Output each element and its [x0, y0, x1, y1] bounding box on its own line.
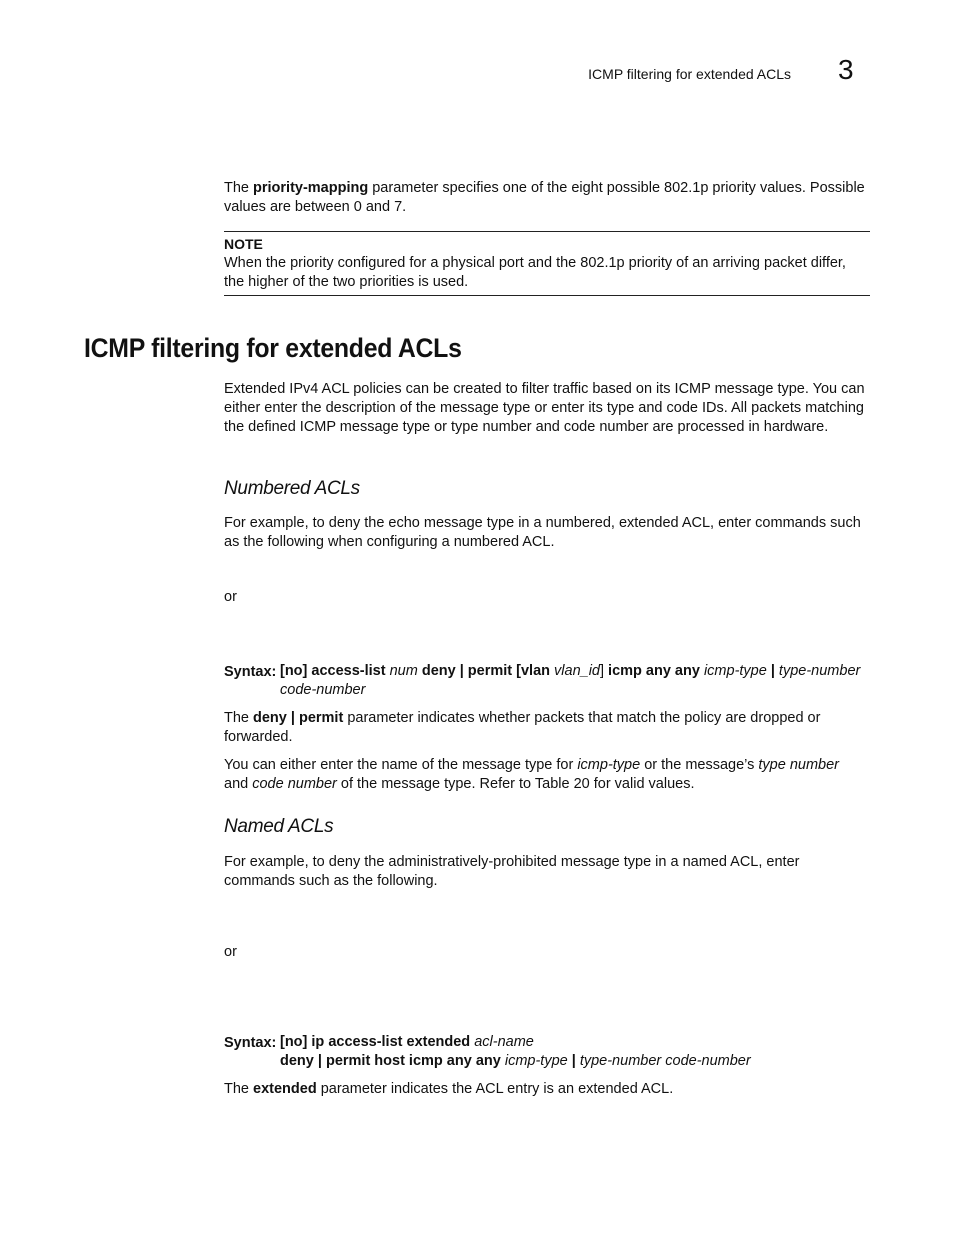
- named-acls-intro: For example, to deny the administratively-prohibited message type in a named ACL, enter commands such as the following.: [224, 854, 800, 889]
- text-run: The: [224, 710, 254, 726]
- extended-paragraph: [224, 1080, 870, 1099]
- named-acls-heading: Named ACLs: [224, 816, 334, 837]
- text-run: parameter indicates whether packets that match the policy are dropped or forwarded.: [224, 710, 821, 745]
- note-label: NOTE: [224, 236, 263, 252]
- named-or-text: or: [224, 944, 237, 960]
- syntax-variable: code-number: [280, 682, 366, 698]
- syntax-variable: icmp-type: [699, 663, 771, 679]
- syntax-variable: num: [385, 663, 422, 679]
- variable-type-number: type number: [758, 757, 840, 773]
- numbered-or-text: or: [224, 589, 237, 605]
- section-intro-paragraph: Extended IPv4 ACL policies can be created to filter traffic based on its ICMP message type. You can either enter the description of the message type or enter its type and code IDs. All packets matching the defined ICMP message type or type number and code number are processed in hardware.: [224, 381, 865, 435]
- priority-mapping-paragraph: [224, 179, 870, 217]
- named-syntax-lines: [280, 1033, 870, 1071]
- syntax-variable: icmp-type: [500, 1053, 572, 1069]
- keyword-deny-permit: deny | permit: [253, 710, 344, 726]
- syntax-keyword: deny | permit host icmp any any: [280, 1053, 501, 1069]
- section-title: ICMP filtering for extended ACLs: [84, 333, 462, 363]
- icmp-type-paragraph: [224, 756, 870, 794]
- numbered-acls-heading: Numbered ACLs: [224, 478, 360, 499]
- note-text: When the priority configured for a physical port and the 802.1p priority of an arriving packet differ, the higher of the two priorities is used.: [224, 255, 846, 290]
- chapter-number: 3: [838, 54, 854, 85]
- running-header-title: ICMP filtering for extended ACLs: [588, 66, 791, 82]
- syntax-keyword: [no] ip access-list extended: [280, 1034, 471, 1050]
- numbered-syntax-label: Syntax:: [224, 664, 277, 680]
- syntax-variable: acl-name: [470, 1034, 534, 1050]
- text-run: parameter indicates the ACL entry is an extended ACL.: [316, 1081, 674, 1097]
- keyword-extended: extended: [253, 1081, 317, 1097]
- syntax-punct: ]: [599, 663, 609, 679]
- syntax-variable: type-number code-number: [575, 1053, 751, 1069]
- text-run: and: [224, 776, 253, 792]
- text-run: You can either enter the name of the message type for: [224, 757, 578, 773]
- named-syntax-label: Syntax:: [224, 1035, 277, 1051]
- syntax-keyword: [no] access-list: [280, 663, 386, 679]
- syntax-separator: |: [571, 1053, 576, 1069]
- keyword-priority-mapping: priority-mapping: [253, 180, 369, 196]
- note-box: [224, 231, 870, 296]
- syntax-variable: vlan_id: [550, 663, 600, 679]
- variable-code-number: code number: [252, 776, 337, 792]
- text-run: or the message’s: [640, 757, 759, 773]
- numbered-acls-intro: For example, to deny the echo message type in a numbered, extended ACL, enter commands such as the following when configuring a numbered ACL.: [224, 515, 861, 550]
- syntax-keyword: icmp any any: [608, 663, 700, 679]
- deny-permit-paragraph: [224, 709, 870, 747]
- syntax-separator: |: [770, 663, 775, 679]
- numbered-syntax-line: [280, 662, 870, 700]
- text-run: The: [224, 1081, 254, 1097]
- text-run: of the message type. Refer to Table 20 for valid values.: [336, 776, 695, 792]
- variable-icmp-type: icmp-type: [577, 757, 641, 773]
- text-run: parameter specifies one of the eight possible 802.1p priority values. Possible values are between 0 and 7.: [224, 180, 865, 215]
- text-run: The: [224, 180, 254, 196]
- syntax-variable: type-number: [774, 663, 861, 679]
- syntax-keyword: deny | permit [vlan: [421, 663, 550, 679]
